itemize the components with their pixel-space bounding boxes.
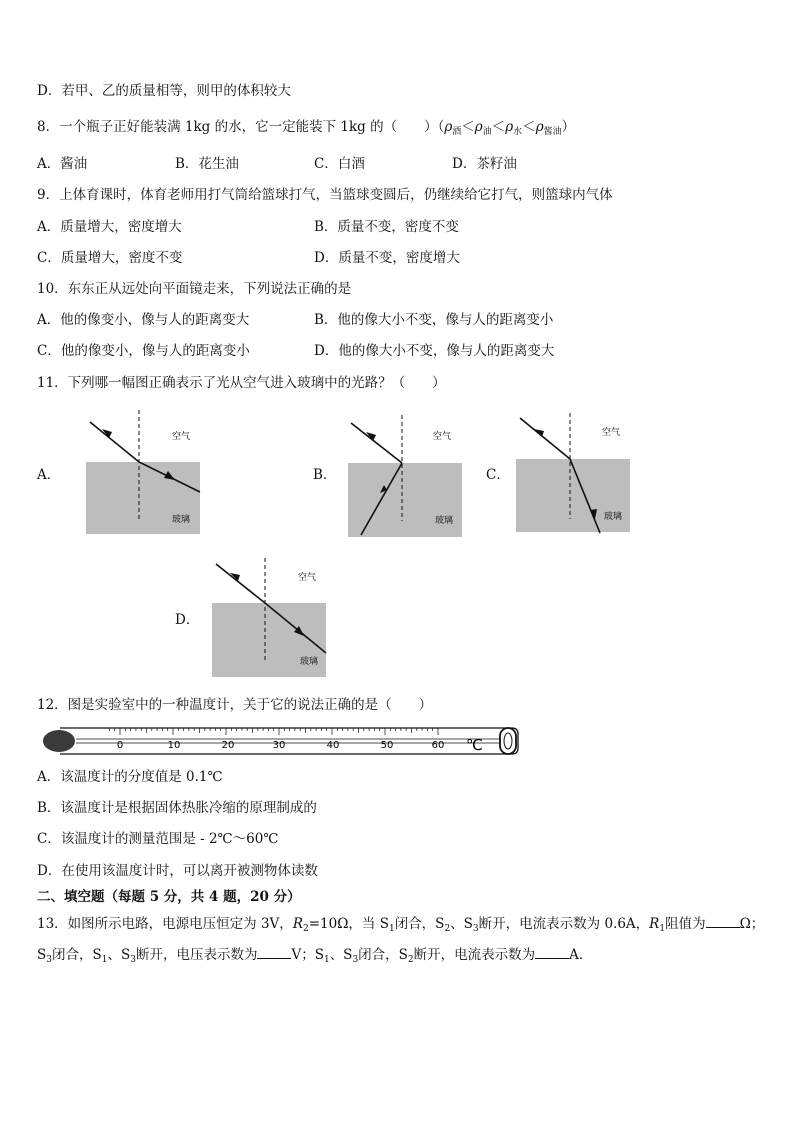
q11-label-c[interactable]: C．: [486, 467, 510, 483]
rho-sub-jiu: 酒: [452, 127, 462, 137]
q8-option-d[interactable]: D．茶籽油: [452, 156, 517, 172]
q8-option-b[interactable]: B．花生油: [175, 156, 239, 172]
incident-ray: [351, 423, 402, 463]
thermometer-end-cap: [500, 728, 516, 754]
q8-option-a[interactable]: A．酱油: [37, 156, 88, 172]
q13-line-1: [37, 915, 764, 938]
rho-symbol: ρ: [535, 119, 544, 135]
lt-symbol: ＜: [522, 119, 536, 135]
q13-text: A．: [569, 947, 593, 963]
q8-stem-text: 8．一个瓶子正好能装满 1kg 的水，它一定能装下 1kg 的（ ）（: [37, 119, 445, 135]
refraction-figure-b[interactable]: [343, 415, 473, 545]
subscript: 1: [388, 924, 395, 934]
q8-stem: [37, 118, 575, 141]
q13-text: 闭合，S: [51, 947, 102, 963]
q12-option-d[interactable]: D．在使用该温度计时，可以离开被测物体读数: [37, 863, 318, 879]
unit-label: ℃: [466, 736, 483, 754]
air-label: 空气: [298, 573, 317, 583]
glass-label: 玻璃: [435, 516, 454, 526]
q13-text: S: [37, 947, 47, 963]
q11-label-b[interactable]: B．: [313, 467, 337, 483]
q9-stem: 9．上体育课时，体育老师用打气筒给篮球打气，当篮球变圆后，仍继续给它打气，则篮球内气体: [37, 187, 613, 203]
subscript: 1: [101, 955, 108, 965]
tick-label: 10: [167, 740, 181, 751]
air-label: 空气: [602, 428, 621, 438]
lt-symbol: ＜: [461, 119, 475, 135]
q13-text: 闭合，S: [394, 916, 445, 932]
q13-text: 、S: [450, 916, 473, 932]
section-2-title: 二、填空题（每题 5 分，共 4 题，20 分）: [37, 889, 301, 905]
q13-line-2: [37, 946, 592, 969]
tick-label: 20: [221, 740, 235, 751]
q11-stem: 11．下列哪一幅图正确表示了光从空气进入玻璃中的光路？（ ）: [37, 375, 446, 391]
lt-symbol: ＜: [491, 119, 506, 135]
subscript: 1: [323, 955, 330, 965]
q13-text: Ω；: [739, 916, 765, 932]
q9-option-a[interactable]: A．质量增大，密度增大: [37, 219, 182, 235]
r2-symbol: R: [292, 916, 303, 932]
glass-label: 玻璃: [172, 515, 191, 525]
q13-text: 、S: [329, 947, 353, 963]
tick-label: 60: [431, 740, 445, 751]
q12-option-a[interactable]: A．该温度计的分度值是 0.1℃: [37, 769, 223, 785]
rho-symbol: ρ: [505, 119, 514, 135]
r1-symbol: R: [649, 916, 660, 932]
tick-label: 0: [116, 740, 124, 751]
glass-label: 玻璃: [604, 512, 623, 522]
q10-stem: 10．东东正从远处向平面镜走来，下列说法正确的是: [37, 281, 352, 297]
rho-sub-jiangyou: 酱油: [543, 127, 562, 137]
q9-option-b[interactable]: B．质量不变，密度不变: [314, 219, 459, 235]
q13-text: 闭合，S: [358, 947, 408, 963]
q13-text: 断开，电压表示数为: [135, 947, 258, 963]
q12-option-c[interactable]: C．该温度计的测量范围是 - 2℃～60℃: [37, 831, 279, 847]
rho-sub-you: 油: [482, 127, 492, 137]
q8-option-c[interactable]: C．白酒: [314, 156, 365, 172]
q12-option-b[interactable]: B．该温度计是根据固体热胀冷缩的原理制成的: [37, 800, 317, 816]
air-label: 空气: [172, 432, 191, 442]
tick-label: 50: [380, 740, 394, 751]
q10-option-d[interactable]: D．他的像大小不变，像与人的距离变大: [314, 343, 555, 359]
q9-option-c[interactable]: C．质量增大，密度不变: [37, 250, 183, 266]
rho-symbol: ρ: [444, 119, 453, 135]
q10-option-c[interactable]: C．他的像变小，像与人的距离变小: [37, 343, 250, 359]
subscript: 3: [352, 955, 359, 965]
rho-sub-shui: 水: [513, 127, 523, 137]
subscript: 2: [444, 924, 451, 934]
q11-label-a[interactable]: A．: [37, 467, 61, 483]
q13-text: 断开，电流表示数为: [413, 947, 536, 963]
tick-label: 40: [326, 740, 340, 751]
subscript: 3: [46, 955, 52, 965]
subscript: 3: [472, 924, 479, 934]
q7-option-d: D．若甲、乙的质量相等，则甲的体积较大: [37, 83, 291, 99]
refraction-figure-a[interactable]: [80, 410, 210, 540]
q13-text: 、S: [107, 947, 131, 963]
subscript: 2: [407, 955, 414, 965]
q12-stem: 12．图是实验室中的一种温度计，关于它的说法正确的是（ ）: [37, 697, 433, 713]
refraction-figure-c[interactable]: [512, 413, 642, 538]
close-paren: ）: [561, 119, 576, 135]
refraction-figure-d[interactable]: [208, 558, 338, 683]
q13-text: 阻值为: [665, 916, 706, 932]
q9-option-d[interactable]: D．质量不变，密度增大: [314, 250, 460, 266]
thermometer-bulb: [43, 730, 75, 752]
answer-blank-2[interactable]: [257, 946, 291, 959]
air-label: 空气: [433, 432, 452, 442]
subscript: 3: [130, 955, 136, 965]
q13-text: V；S: [291, 947, 324, 963]
q10-option-a[interactable]: A．他的像变小，像与人的距离变大: [37, 312, 250, 328]
rho-symbol: ρ: [474, 119, 483, 135]
thermometer: [40, 722, 520, 760]
q13-text: =10Ω，当 S: [308, 916, 389, 932]
answer-blank-3[interactable]: [535, 946, 569, 959]
glass-label: 玻璃: [300, 657, 319, 667]
tick-label: 30: [272, 740, 286, 751]
q13-text: 断开，电流表示数为 0.6A，: [478, 916, 650, 932]
thermometer-tube: [60, 728, 518, 754]
q10-option-b[interactable]: B．他的像大小不变，像与人的距离变小: [314, 312, 554, 328]
subscript: 2: [302, 924, 309, 934]
subscript: 1: [659, 924, 666, 934]
q11-label-d[interactable]: D．: [175, 612, 200, 628]
answer-blank-1[interactable]: [706, 915, 740, 928]
q13-text: 13．如图所示电路，电源电压恒定为 3V，: [37, 916, 293, 932]
